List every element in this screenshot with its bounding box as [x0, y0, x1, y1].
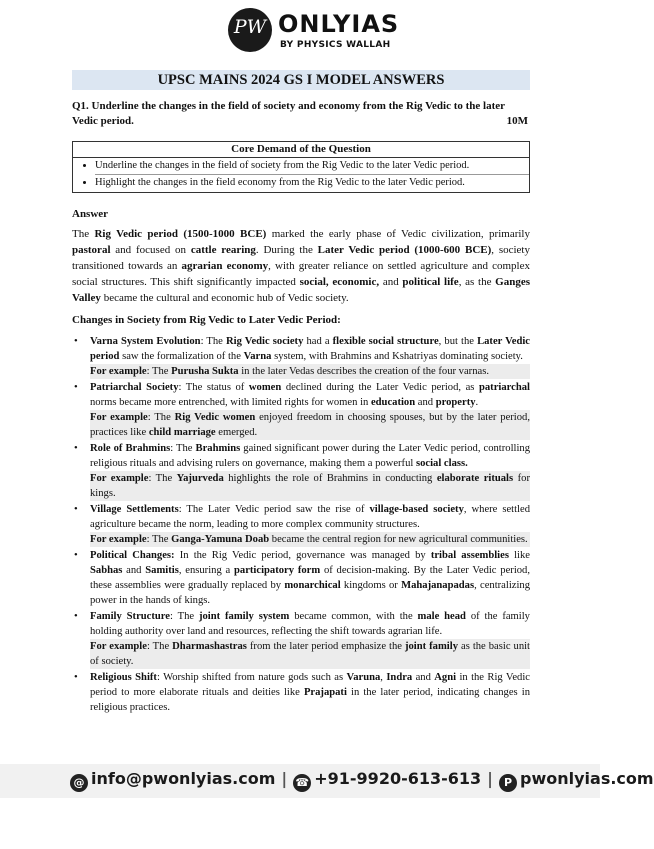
point-body-seg: Samitis	[145, 565, 179, 576]
intro-paragraph-seg: , society transitioned towards an	[72, 244, 530, 272]
point-body-seg: system, with Brahmins and Kshatriyas dominating society.	[271, 351, 523, 362]
point-example	[90, 410, 530, 440]
intro-paragraph-seg: cattle rearing	[190, 244, 256, 256]
point-body-seg: saw the formalization of the	[119, 351, 244, 362]
intro-paragraph-seg: political life	[402, 276, 459, 288]
point-body-seg: social class.	[415, 458, 468, 469]
page-header	[0, 6, 600, 64]
intro-paragraph-seg: Ganges Valley	[72, 276, 531, 304]
email-icon: @	[70, 774, 88, 792]
point-body-seg: In the Rig Vedic period, governance was managed by	[174, 550, 431, 561]
pw-logo	[228, 8, 272, 52]
point-body-seg: Rig Vedic society	[225, 336, 304, 347]
point-body-seg: Prajapati	[303, 687, 347, 698]
point-body-seg: .	[475, 397, 479, 408]
point-body-seg: Political Changes:	[90, 550, 175, 561]
point-body-seg: declined during the Later Vedic period, as	[281, 382, 479, 393]
point-body-seg: : The	[170, 611, 199, 622]
core-demand-list	[73, 158, 529, 191]
web-icon: P	[499, 774, 517, 792]
point-example-seg: from the later period emphasize the	[246, 641, 405, 652]
point-body-seg: Brahmins	[195, 443, 241, 454]
point-item	[72, 380, 530, 440]
point-body-seg: women	[248, 382, 282, 393]
intro-paragraph-seg: and	[379, 276, 403, 288]
point-item	[72, 548, 530, 608]
intro-paragraph-seg: social, economic,	[299, 276, 380, 288]
point-body-seg: , ensuring a	[178, 565, 235, 576]
intro-paragraph-seg: marked the early phase of Vedic civilization, primarily	[266, 228, 530, 240]
brand-name: ONLYIAS	[278, 10, 400, 38]
core-demand-item: • Underline the changes in the field of society from the Rig Vedic to the later Vedic period.	[95, 158, 529, 174]
point-example-seg: For example	[90, 534, 147, 545]
point-body-seg: norms became more entrenched, with limited rights for women in	[90, 397, 371, 408]
point-body-seg: and	[122, 565, 146, 576]
point-body-seg: gained significant power during the Later Vedic period, controlling religious rituals and advising rulers on governance, making them a powerful	[90, 443, 530, 469]
point-body-seg: had a	[303, 336, 333, 347]
bullet-icon: •	[74, 336, 78, 347]
point-example-seg: elaborate rituals	[436, 473, 514, 484]
point-example	[90, 364, 530, 379]
point-example	[90, 639, 530, 669]
intro-paragraph-seg: , as the	[458, 276, 496, 288]
footer	[0, 764, 654, 798]
core-demand-item: • Highlight the changes in the field economy from the Rig Vedic to the later Vedic period.	[95, 174, 529, 191]
point-body-seg: village-based society	[369, 504, 464, 515]
point-body-seg: Varna System Evolution	[90, 336, 201, 347]
point-body-seg: : The Later Vedic period saw the rise of	[178, 504, 370, 515]
point-body-seg: kingdoms or	[340, 580, 402, 591]
point-example-seg: enjoyed freedom in choosing spouses, but by the later period, practices like	[90, 412, 530, 438]
point-example-seg: child marriage	[148, 427, 216, 438]
intro-paragraph-seg: pastoral	[72, 244, 111, 256]
footer-contacts	[70, 769, 654, 792]
point-example	[90, 532, 530, 547]
footer-separator: |	[281, 769, 288, 788]
point-body-seg: Mahajanapadas	[401, 580, 475, 591]
intro-paragraph-seg: became the cultural and economic hub of Vedic society.	[100, 292, 349, 304]
point-example-seg: For example	[90, 641, 147, 652]
intro-paragraph	[72, 226, 530, 306]
point-body-seg: of the family holding authority over land and resources, reflecting the shift towards agrarian life.	[90, 611, 530, 637]
point-example-seg: For example	[90, 412, 148, 423]
point-example-seg: as the basic unit of society.	[90, 641, 531, 667]
point-example-seg: in the later Vedas describes the creation of the four varnas.	[238, 366, 489, 377]
intro-paragraph-seg: agrarian economy	[181, 260, 269, 272]
point-body-seg: ,	[380, 672, 387, 683]
point-body-seg: in the Rig Vedic period to more elaborate rituals and deities like	[90, 672, 531, 698]
point-body-seg: , but the	[438, 336, 478, 347]
point-example-seg: For example	[90, 366, 147, 377]
point-body	[90, 380, 530, 410]
point-example-seg: for kings.	[90, 473, 530, 499]
bullet-icon: •	[74, 550, 78, 561]
point-example-seg: emerged.	[215, 427, 258, 438]
bullet-icon: •	[74, 611, 78, 622]
point-body-seg: Varna	[243, 351, 272, 362]
point-body-seg: : The status of	[178, 382, 249, 393]
point-body	[90, 609, 530, 639]
footer-separator: |	[487, 769, 493, 788]
point-example-seg: For example	[90, 473, 149, 484]
point-body-seg: and	[412, 672, 435, 683]
question-text: Q1. Underline the changes in the field of society and economy from the Rig Vedic to the later Vedic period.	[72, 100, 505, 127]
point-item	[72, 670, 530, 715]
bullet-icon: •	[74, 382, 78, 393]
point-example-seg: Dharmashastras	[172, 641, 247, 652]
bullet-icon: •	[74, 443, 78, 454]
point-body-seg: Indra	[386, 672, 413, 683]
bullet-icon: •	[74, 504, 78, 515]
point-body-seg: monarchical	[284, 580, 341, 591]
section-title: Changes in Society from Rig Vedic to Later Vedic Period:	[72, 314, 341, 326]
logo-text: PW	[233, 16, 267, 38]
point-body-seg: male head	[417, 611, 466, 622]
point-body-seg: flexible social structure	[332, 336, 439, 347]
brand-subtitle: BY PHYSICS WALLAH	[280, 40, 391, 50]
point-example-seg: highlights the role of Brahmins in conducting	[223, 473, 437, 484]
point-example-seg: joint family	[404, 641, 458, 652]
intro-paragraph-seg: The	[72, 228, 95, 240]
intro-paragraph-seg: and focused on	[110, 244, 191, 256]
point-example-seg: : The	[148, 473, 177, 484]
intro-paragraph-seg: . During the	[255, 244, 318, 256]
point-body-seg: Role of Brahmins	[90, 443, 171, 454]
footer-email[interactable]: info@pwonlyias.com	[91, 769, 276, 788]
point-item	[72, 441, 530, 501]
point-body-seg: and	[415, 397, 436, 408]
point-body	[90, 502, 530, 532]
core-demand-heading: Core Demand of the Question	[73, 142, 529, 158]
intro-paragraph-seg: Later Vedic period (1000-600 BCE)	[317, 244, 492, 256]
point-body-seg: Patriarchal Society	[90, 382, 179, 393]
point-body-seg: Varuna	[346, 672, 381, 683]
point-example-seg: became the central region for new agricultural communities.	[269, 534, 528, 545]
phone-icon: ☎	[293, 774, 311, 792]
point-body-seg: : The	[200, 336, 226, 347]
intro-paragraph-seg: , with greater reliance on settled agriculture and complex social structures. This shift significantly impacted	[72, 260, 530, 288]
point-example-seg: : The	[146, 534, 172, 545]
point-example-seg: : The	[146, 641, 173, 652]
footer-phone[interactable]: +91-9920-613-613	[314, 769, 482, 788]
point-body-seg: patriarchal	[478, 382, 530, 393]
point-example-seg: Rig Vedic women	[174, 412, 256, 423]
point-body-seg: Village Settlements	[90, 504, 179, 515]
point-body-seg: participatory form	[234, 565, 321, 576]
point-body	[90, 334, 530, 364]
bullet-icon: •	[74, 672, 78, 683]
points-list	[72, 334, 530, 716]
point-body-seg: like	[508, 550, 530, 561]
page-title: UPSC MAINS 2024 GS I MODEL ANSWERS	[72, 70, 530, 90]
point-body-seg: , where settled agriculture became the norm, leading to more complex community structures.	[90, 504, 530, 530]
point-body-seg: joint family system	[198, 611, 290, 622]
point-body-seg: : The	[170, 443, 196, 454]
point-body-seg: tribal assemblies	[430, 550, 509, 561]
point-example-seg: : The	[147, 412, 175, 423]
point-example-seg: Purusha Sukta	[171, 366, 239, 377]
question	[72, 99, 530, 129]
point-body-seg: Religious Shift	[90, 672, 157, 683]
point-item	[72, 609, 530, 669]
footer-website[interactable]: pwonlyias.com	[520, 769, 654, 788]
point-item	[72, 502, 530, 547]
point-example	[90, 471, 530, 501]
point-example-seg: : The	[146, 366, 172, 377]
point-body-seg: in the later period, indicating changes in religious practices.	[90, 687, 531, 713]
answer-label: Answer	[72, 208, 109, 220]
point-body	[90, 441, 530, 471]
point-body-seg: Later Vedic period	[90, 336, 530, 362]
point-body-seg: , centralizing power in the hands of kings.	[90, 580, 530, 606]
core-demand-box	[72, 141, 530, 193]
point-body	[90, 548, 530, 608]
point-body-seg: property	[435, 397, 476, 408]
point-body-seg: Family Structure	[90, 611, 170, 622]
point-item	[72, 334, 530, 379]
point-body-seg: : Worship shifted from nature gods such as	[156, 672, 347, 683]
intro-paragraph-seg: Rig Vedic period (1500-1000 BCE)	[94, 228, 267, 240]
question-marks: 10M	[506, 115, 528, 127]
point-example-seg: Yajurveda	[176, 473, 224, 484]
point-body	[90, 670, 530, 715]
point-body-seg: education	[370, 397, 416, 408]
point-example-seg: Ganga-Yamuna Doab	[171, 534, 270, 545]
point-body-seg: of decision-making. By the Later Vedic period, these assemblies were gradually replaced by	[90, 565, 531, 591]
point-body-seg: Agni	[434, 672, 457, 683]
point-body-seg: Sabhas	[90, 565, 123, 576]
point-body-seg: became common, with the	[289, 611, 418, 622]
